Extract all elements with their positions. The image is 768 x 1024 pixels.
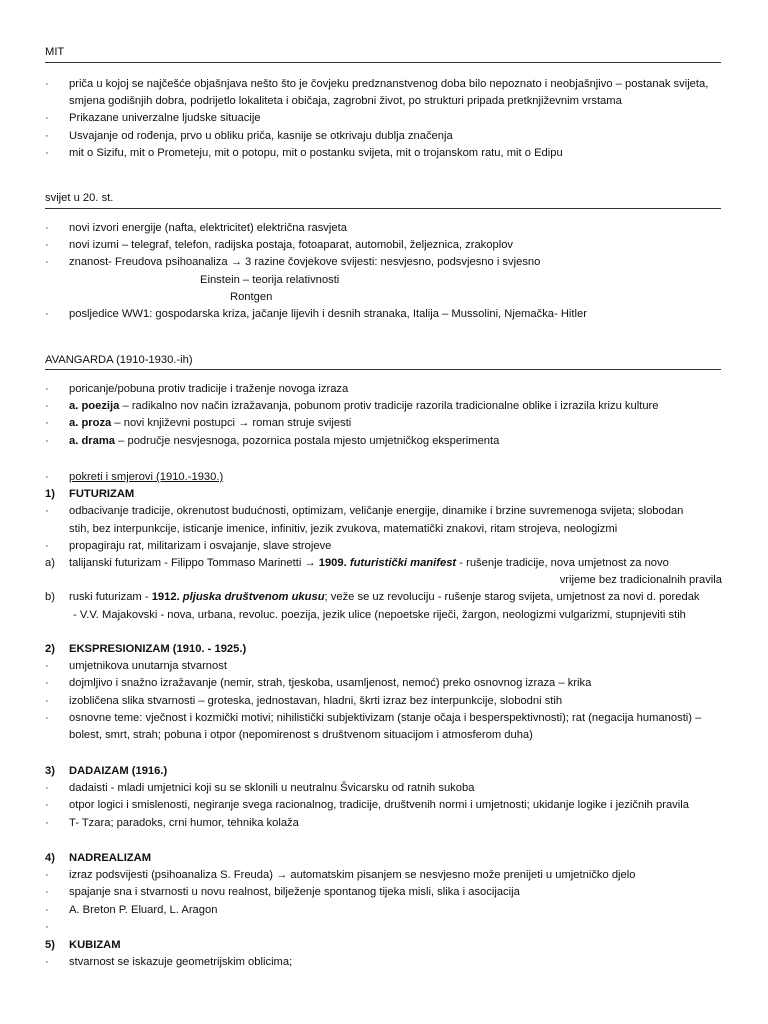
list-item: · umjetnikova unutarnja stvarnost xyxy=(45,660,227,673)
list-item: · posljedice WW1: gospodarska kriza, jačanje lijevih i desnih stranaka, Italija – Mussolini, Njemačka- Hitler xyxy=(45,308,587,321)
list-item: · pokreti i smjerovi (1910.-1930.) xyxy=(45,471,224,483)
futurizam-heading: 1) FUTURIZAM xyxy=(45,488,135,501)
bullet: · xyxy=(45,78,49,90)
section-heading-svijet: svijet u 20. st. xyxy=(45,192,114,204)
dadaizam-block xyxy=(0,763,768,832)
futurizam-a: a) talijanski futurizam - Filippo Tommaso Marinetti → 1909. futuristički manifest - rušenje tradicije, nova umjetnost za novo xyxy=(45,557,669,570)
list-item: · dojmljivo i snažno izražavanje (nemir, strah, tjeskoba, usamljenost, nemoć) preko osnovnog izraza – krika xyxy=(45,677,592,690)
kubizam-block xyxy=(0,937,768,971)
list-item: · Prikazane univerzalne ljudske situacije xyxy=(45,112,261,125)
list-item: · osnovne teme: vječnost i kozmički motivi; nihilistički subjektivizam (stanje očaja i besperspektivnosti); rat (negacija humanosti) – xyxy=(45,711,702,724)
list-item: · izobličena slika stvarnosti – groteska, jednostavan, hladni, škrti izraz bez interpunkcije, slobodni stih xyxy=(45,694,563,707)
list-item: · poricanje/pobuna protiv tradicije i traženje novoga izraza xyxy=(45,383,349,395)
section-heading-avangarda: AVANGARDA (1910-1930.-ih) xyxy=(45,354,193,366)
list-item: · priča u kojoj se najčešće objašnjava nešto što je čovjeku predznanstvenog doba bilo nepoznato i neobjašnjivo – postanak svijeta, xyxy=(0,76,768,93)
heading-rule xyxy=(45,62,721,63)
list-item: · znanost- Freudova psihoanaliza → 3 razine čovjekove svijesti: nesvjesno, podsvjesno i svjesno xyxy=(45,256,541,269)
list-item: · stvarnost se iskazuje geometrijskim oblicima; xyxy=(45,956,293,969)
list-item-empty: · xyxy=(45,920,49,933)
list-item: · propagiraju rat, militarizam i osvajanje, slave strojeve xyxy=(45,539,332,552)
list-item: · spajanje sna i stvarnosti u novu realnost, bilježenje spontanog tijeka misli, slika i asocijacija xyxy=(45,886,520,899)
dadaizam-heading: 3) DADAIZAM (1916.) xyxy=(45,765,168,777)
kubizam-heading: 5) KUBIZAM xyxy=(45,939,121,951)
list-item: · dadaisti - mladi umjetnici koji su se sklonili u neutralnu Švicarsku od ratnih sukoba xyxy=(45,782,475,795)
heading-rule xyxy=(45,369,721,370)
list-item: · T- Tzara; paradoks, crni humor, tehnika kolaža xyxy=(45,816,299,829)
ekspresionizam-heading: 2) EKSPRESIONIZAM (1910. - 1925.) xyxy=(45,643,247,655)
list-item: · a. drama – područje nesvjesnoga, pozornica postala mjesto umjetničkog eksperimenta xyxy=(45,434,500,447)
futurizam-b-cont: - V.V. Majakovski - nova, urbana, revoluc. poezija, jezik ulice (nepoetske riječi, žargon, neologizmi vulgarizmi, stupnjeviti stih xyxy=(73,608,686,621)
list-item-cont: Einstein – teorija relativnosti xyxy=(200,273,340,286)
list-item: · novi izumi – telegraf, telefon, radijska postaja, fotoaparat, automobil, željeznica, zrakoplov xyxy=(45,239,514,252)
list-item: · a. proza – novi književni postupci → roman struje svijesti xyxy=(45,417,352,430)
list-item: · a. poezija – radikalno nov način izražavanja, pobunom protiv tradicije razorila tradicionalne oblike i izrazila krizu kulture xyxy=(45,400,659,413)
list-item: · A. Breton P. Eluard, L. Aragon xyxy=(45,903,218,916)
list-item: · otpor logici i smislenosti, negiranje svega racionalnog, tradicije, društvenih normi i umjetnosti; ukidanje logike i jezičnih pravila xyxy=(45,799,689,812)
list-item: · mit o Sizifu, mit o Prometeju, mit o potopu, mit o postanku svijeta, mit o trojanskom ratu, mit o Edipu xyxy=(45,146,563,159)
list-item-cont: stih, bez interpunkcije, isticanje imenice, infinitiv, jezik zvukova, matematički znakovi, ritam strojeva, neologizmi xyxy=(69,522,618,535)
avangarda-list xyxy=(0,381,768,450)
futurizam-b: b) ruski futurizam - 1912. pljuska društvenom ukusu; veže se uz revoluciju - rušenje starog svijeta, umjetnost za novi d. poredak xyxy=(45,591,700,604)
list-item: · odbacivanje tradicije, okrenutost budućnosti, optimizam, veličanje energije, dinamike i brzine suvremenoga svijeta; slobodan xyxy=(45,505,684,518)
nadrealizam-heading: 4) NADREALIZAM xyxy=(45,852,152,864)
pokreti-block xyxy=(0,469,768,624)
list-item: · novi izvori energije (nafta, elektricitet) električna rasvjeta xyxy=(45,222,347,234)
section-heading-mit: MIT xyxy=(45,46,65,58)
svijet-list xyxy=(0,220,768,323)
list-item: · Usvajanje od rođenja, prvo u obliku priča, kasnije se otkrivaju dublja značenja xyxy=(45,129,453,142)
futurizam-a-cont: vrijeme bez tradicionalnih pravila xyxy=(559,574,722,587)
pokreti-heading: pokreti i smjerovi (1910.-1930.) xyxy=(69,471,224,483)
list-item: · izraz podsvijesti (psihoanaliza S. Freuda) → automatskim pisanjem se nesvjesno može prenijeti u umjetničko djelo xyxy=(45,869,636,882)
mit-list xyxy=(0,76,768,162)
nadrealizam-block xyxy=(0,850,768,936)
list-item-cont: smjena godišnjih dobra, podrijetlo lokaliteta i običaja, zagrobni život, po strukturi pripada pretknjiževnim vrstama xyxy=(69,95,622,108)
list-item-cont: Rontgen xyxy=(230,290,273,303)
heading-rule xyxy=(45,208,721,209)
ekspresionizam-block xyxy=(0,641,768,744)
list-item-cont: bolest, smrt, strah; pobuna i otpor (nepomirenost s društvenom situacijom i atmosferom duha) xyxy=(69,729,533,742)
